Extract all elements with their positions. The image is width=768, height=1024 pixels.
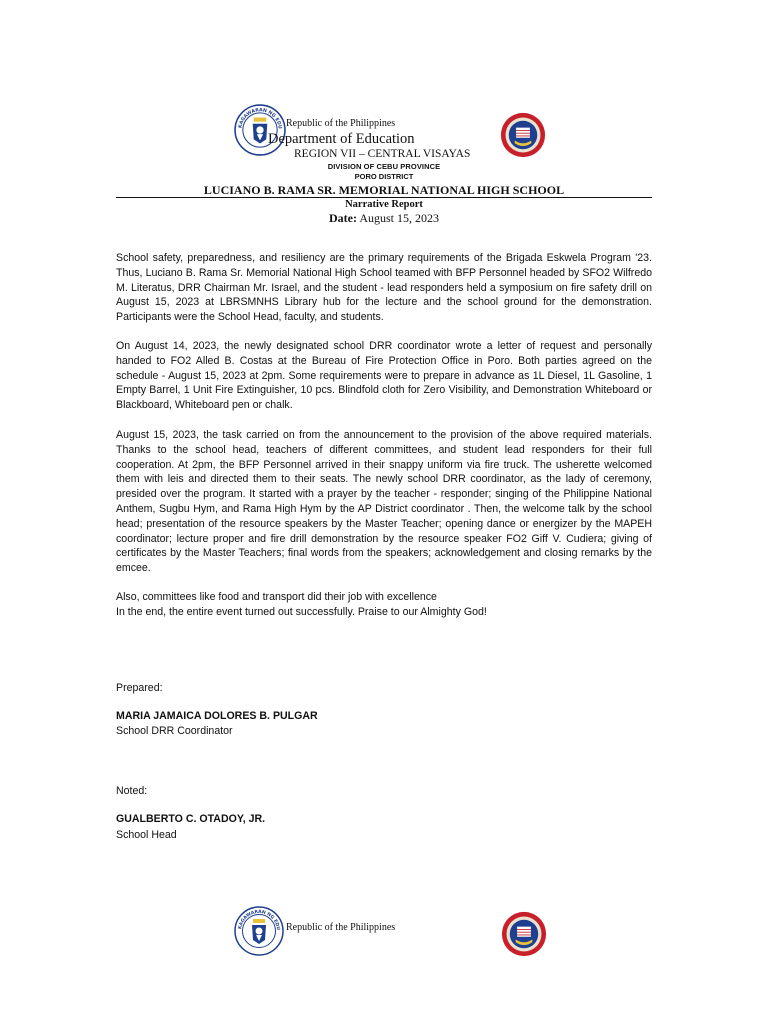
date-value: August 15, 2023 [359,211,439,225]
republic-heading: Republic of the Philippines [286,118,396,129]
prepared-label: Prepared: [116,682,163,694]
line-committees: Also, committees like food and transport did their job with excellence [116,591,437,603]
report-date [0,211,768,226]
school-seal-icon [500,112,546,158]
date-label: Date: [329,211,357,225]
noted-name: GUALBERTO C. OTADOY, JR. [116,813,266,825]
report-title: Narrative Report [345,199,423,210]
svg-text:KAGAWARAN NG EDUKASYON: KAGAWARAN NG EDU [238,108,282,130]
prepared-title: School DRR Coordinator [116,725,233,737]
svg-text:KAGAWARAN NG EDUKASYON: KAGAWARAN NG EDU [238,909,281,931]
prepared-name: MARIA JAMAICA DOLORES B. PULGAR [116,710,318,722]
department-heading: Department of Education [268,131,415,147]
footer-republic: Republic of the Philippines [286,922,396,933]
deped-seal-icon [234,906,284,956]
region-heading: REGION VII – CENTRAL VISAYAS [294,148,471,160]
division-heading: DIVISION OF CEBU PROVINCE [327,162,441,171]
school-seal-icon [501,911,547,957]
district-heading: PORO DISTRICT [354,172,414,181]
paragraph-intro: School safety, preparedness, and resiliency are the primary requirements of the Brigada Eskwela Program '23. Thus, Luciano B. Rama Sr. Memorial National High School teamed with BFP Personnel headed by SFO2 Wilfredo M. Literatus, DRR Chairman Mr. Israel, and the student - lead responders held a symposium on fire safety drill on August 15, 2023 at LBRSMNHS Library hub for the lecture and the school ground for the demonstration. Participants were the School Head, faculty, and students. [116,252,652,324]
deped-seal-icon [234,104,286,156]
line-closing: In the end, the entire event turned out successfully. Praise to our Almighty God! [116,606,487,618]
school-name: LUCIANO B. RAMA SR. MEMORIAL NATIONAL HIGH SCHOOL [203,183,565,197]
noted-label: Noted: [116,785,148,797]
noted-title: School Head [116,829,177,841]
header-divider [116,197,652,198]
paragraph-event: August 15, 2023, the task carried on from the announcement to the provision of the above required materials. Thanks to the school head, teachers of different committees, and student lead responders for their full cooperation. At 2pm, the BFP Personnel arrived in their snappy uniform via fire truck. The usherette welcomed them with leis and directed them to their seats. The newly school DRR coordinator, as the lady of ceremony, presided over the program. It started with a prayer by the teacher - responder; singing of the Philippine National Anthem, Sugbu Hym, and Rama High Hym by the AP District coordinator . Then, the welcome talk by the school head; presentation of the resource speakers by the Master Teacher; opening dance or energizer by the MAPEH coordinator; lecture proper and fire drill demonstration by the resource speaker FO2 Giff V. Cudiera; giving of certificates by the Master Teachers; final words from the speakers; acknowledgement and closing remarks by the emcee. [116,429,652,575]
paragraph-preparation: On August 14, 2023, the newly designated school DRR coordinator wrote a letter of request and personally handed to FO2 Alled B. Costas at the Bureau of Fire Protection Office in Poro. Both parties agreed on the schedule - August 15, 2023 at 2pm. Some requirements were to prepare in advance as 1L Diesel, 1L Gasoline, 1 Empty Barrel, 1 Unit Fire Extinguisher, 10 pcs. Blindfold cloth for Zero Visibility, and Demonstration Whiteboard or Blackboard, Whiteboard pen or chalk. [116,340,652,412]
